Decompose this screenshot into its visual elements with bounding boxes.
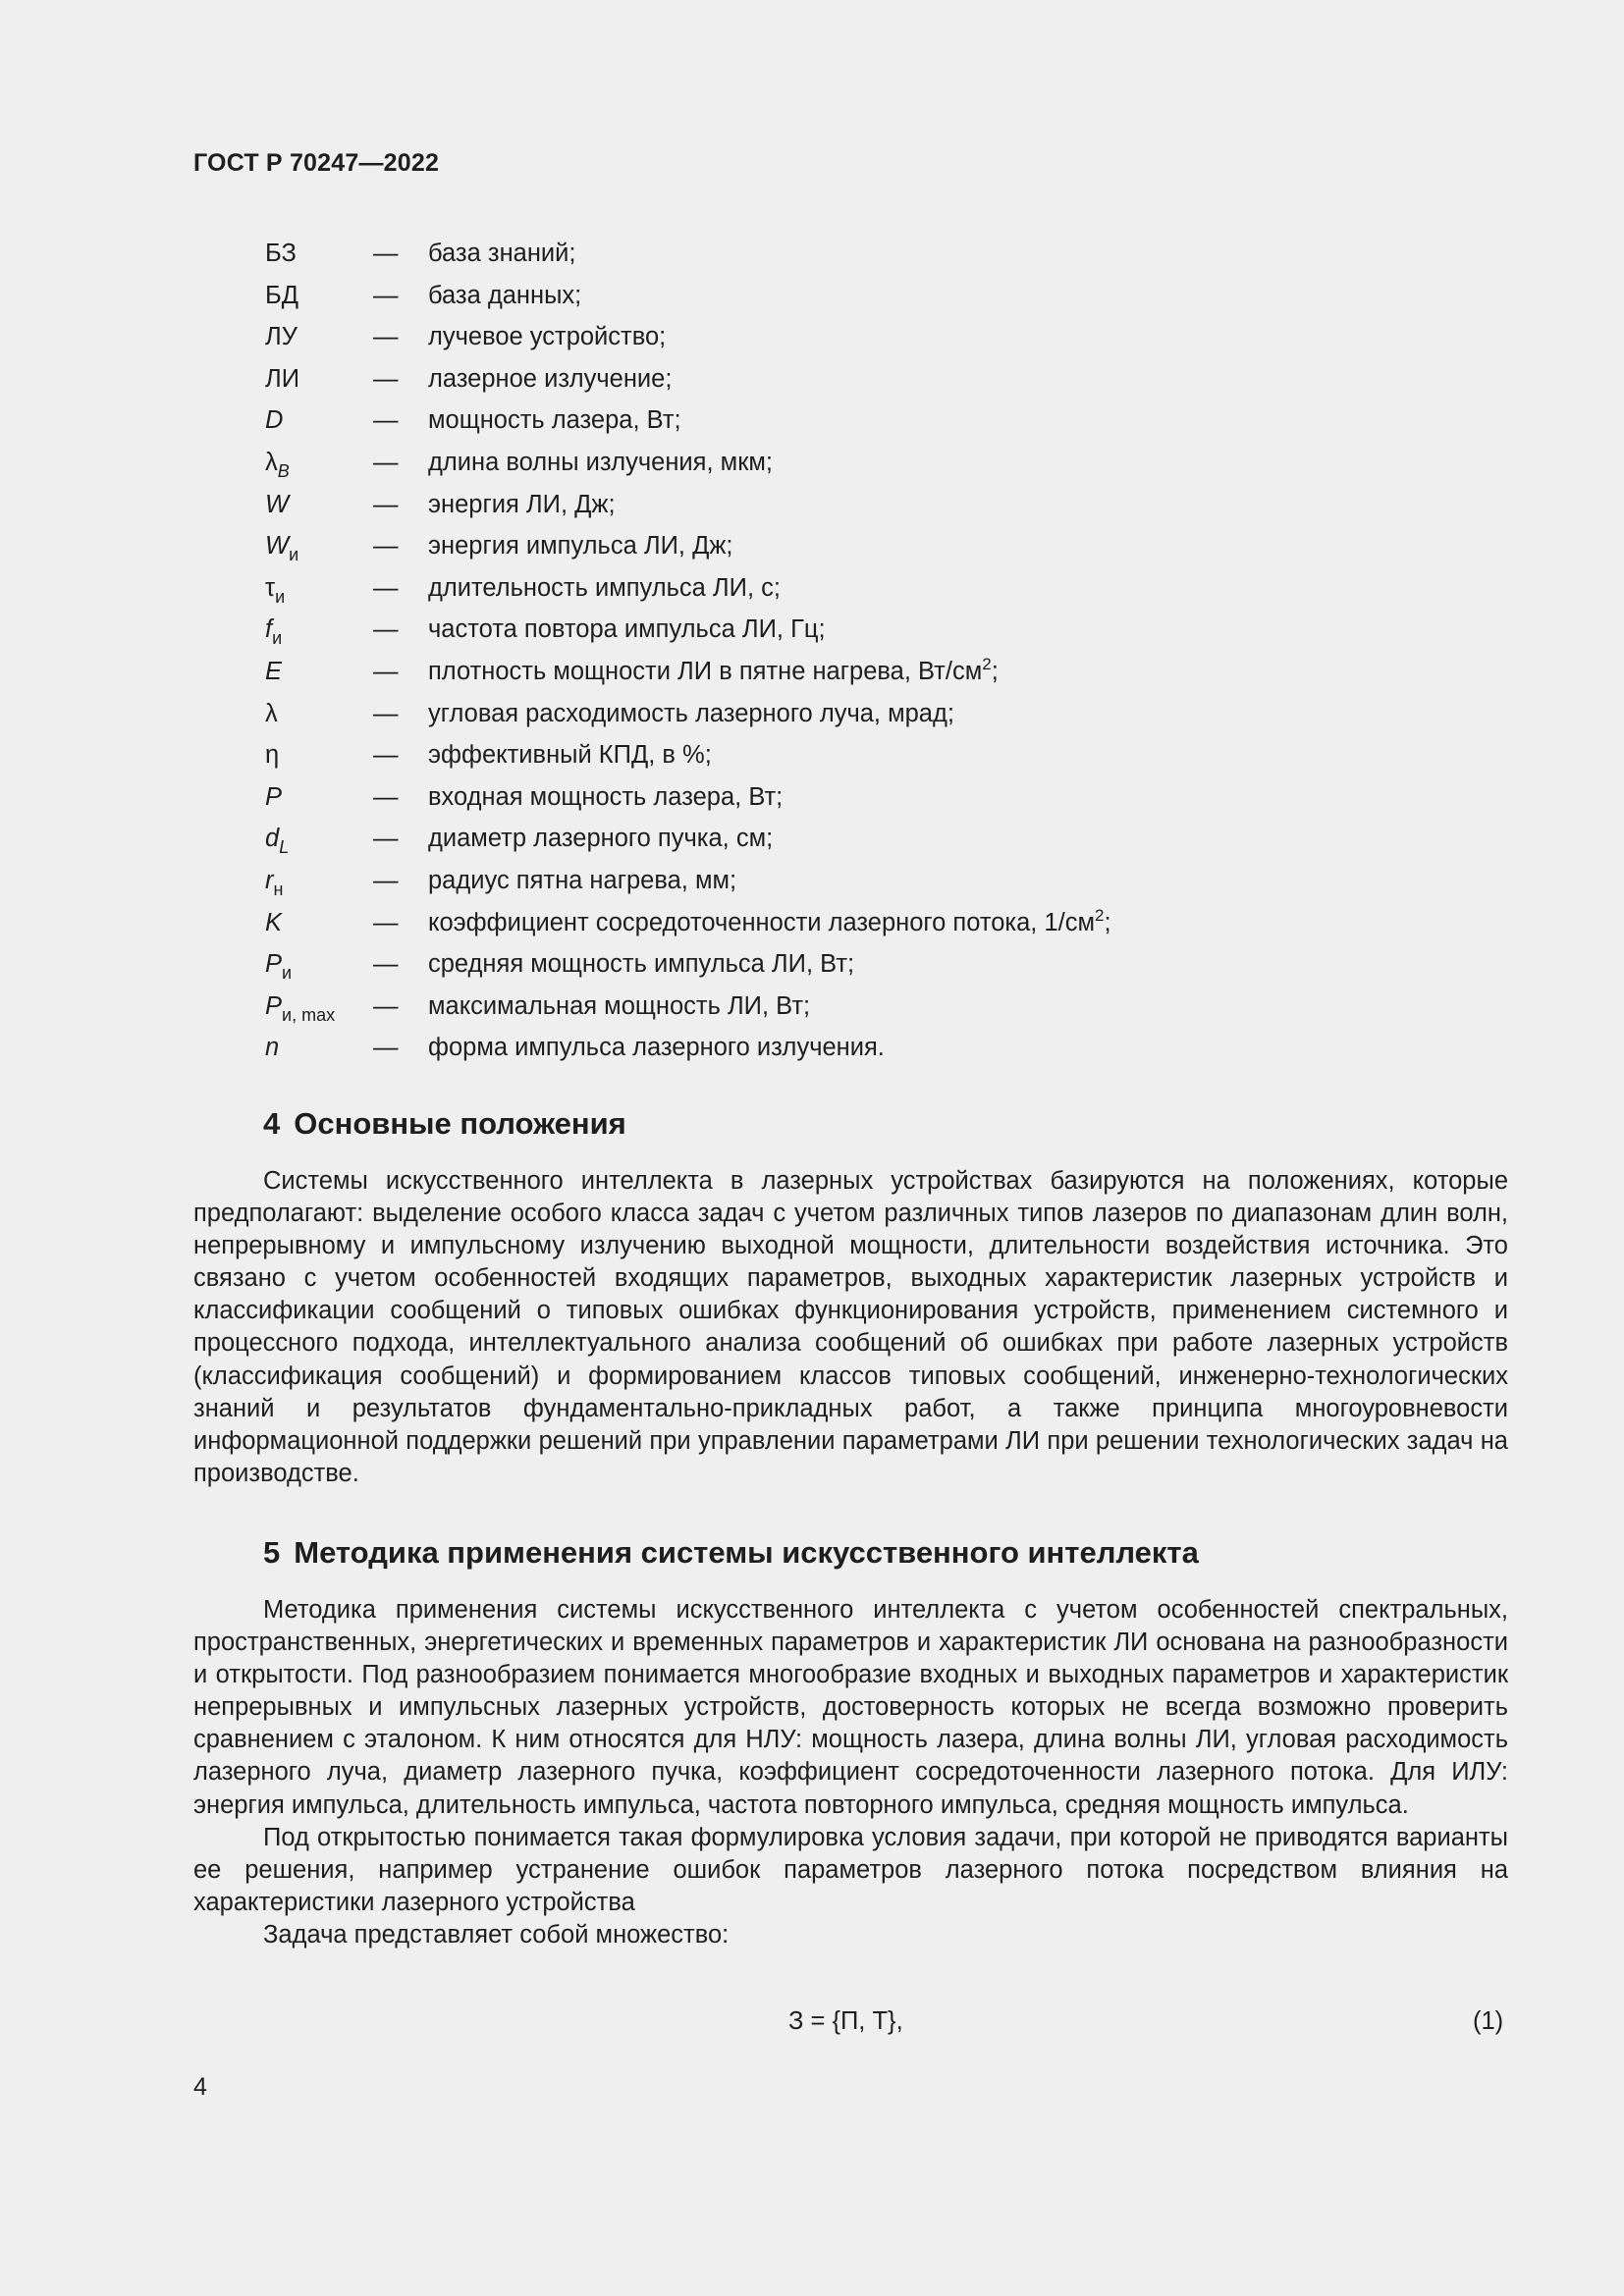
symbol-subscript: и	[289, 545, 299, 565]
symbol-main: P	[265, 782, 283, 811]
abbreviation-dash: —	[373, 490, 399, 518]
abbreviation-definition	[428, 863, 736, 898]
abbreviation-definition	[428, 487, 616, 522]
definition-text: диаметр лазерного пучка, см;	[428, 825, 774, 853]
section-5-paragraph-3: Задача представляет собой множество:	[263, 1920, 730, 1949]
definition-text: мощность лазера, Вт;	[428, 406, 681, 435]
definition-text: угловая расходимость лазерного луча, мрад;	[428, 699, 954, 727]
abbreviation-dash: —	[373, 615, 399, 644]
abbreviation-dash: —	[373, 657, 399, 685]
abbreviation-definition	[428, 654, 999, 689]
definition-text: входная мощность лазера, Вт;	[428, 782, 784, 811]
abbreviation-dash: —	[373, 364, 399, 393]
abbreviation-dash: —	[373, 573, 399, 602]
abbreviation-definition	[428, 445, 773, 480]
definition-text: средняя мощность импульса ЛИ, Вт;	[428, 950, 855, 979]
symbol-main: БД	[265, 281, 299, 309]
abbreviation-symbol	[265, 528, 298, 563]
formula-1-number: (1)	[1473, 2007, 1504, 2035]
formula-1: З = {П, Т},	[788, 2007, 903, 2035]
abbreviation-symbol	[265, 612, 282, 647]
definition-text: база данных;	[428, 281, 582, 309]
symbol-main: f	[265, 615, 273, 644]
abbreviation-symbol	[265, 570, 285, 606]
abbreviation-definition	[428, 737, 712, 773]
abbreviation-dash: —	[373, 782, 399, 811]
symbol-main: БЗ	[265, 240, 297, 267]
definition-text: радиус пятна нагрева, мм;	[428, 866, 737, 894]
definition-text: плотность мощности ЛИ в пятне нагрева, Вт/см	[428, 657, 983, 685]
symbol-main: D	[265, 406, 284, 435]
abbreviation-definition	[428, 319, 666, 354]
symbol-main: n	[265, 1034, 280, 1062]
abbreviation-definition	[428, 528, 733, 563]
section-5-heading	[263, 1535, 1199, 1571]
abbreviation-symbol	[265, 319, 298, 354]
abbreviation-definition	[428, 236, 576, 271]
abbreviation-definition	[428, 905, 1111, 940]
abbreviation-symbol	[265, 779, 282, 815]
definition-text: эффективный КПД, в %;	[428, 741, 712, 770]
definition-text: частота повтора импульса ЛИ, Гц;	[428, 615, 826, 644]
definition-text: база знаний;	[428, 240, 576, 267]
symbol-main: λ	[265, 448, 278, 476]
definition-text: длительность импульса ЛИ, с;	[428, 573, 781, 602]
symbol-main: P	[265, 950, 283, 979]
abbreviation-dash: —	[373, 866, 399, 894]
abbreviation-definition	[428, 278, 581, 313]
symbol-main: ЛИ	[265, 364, 300, 393]
abbreviation-symbol	[265, 946, 292, 982]
abbreviation-dash: —	[373, 991, 399, 1020]
abbreviation-dash: —	[373, 448, 399, 476]
definition-text: форма импульса лазерного излучения.	[428, 1034, 885, 1062]
section-5-paragraph-1: Методика применения системы искусственного интеллекта с учетом особенностей спектральных, пространственных, энергетических и временных параметров и характеристик ЛИ основана на разнообразности и открытости. Под разнообразием понимается многообразие входных и выходных параметров и характеристик непрерывных и импульсных лазерных устройств, достоверность которых не всегда возможно проверить сравнением с эталоном. К ним относятся для НЛУ: мощность лазера, длина волны ЛИ, угловая расходимость лазерного луча, диаметр лазерного пучка, коэффициент сосредоточенности лазерного потока. Для ИЛУ: энергия импульса, длительность импульса, частота повторного импульса, средняя мощность импульса.	[193, 1596, 1508, 1819]
section-5-title: Методика применения системы искусственного интеллекта	[294, 1535, 1199, 1570]
abbreviation-definition	[428, 402, 681, 438]
abbreviation-symbol	[265, 278, 298, 313]
abbreviation-symbol	[265, 863, 283, 898]
abbreviation-symbol	[265, 1030, 279, 1065]
abbreviation-definition	[428, 821, 773, 856]
symbol-main: W	[265, 490, 290, 518]
abbreviation-definition	[428, 570, 781, 606]
symbol-subscript: L	[279, 837, 290, 858]
symbol-main: ЛУ	[265, 323, 298, 351]
symbol-subscript: н	[273, 879, 284, 899]
abbreviation-symbol	[265, 988, 335, 1024]
definition-text: лазерное излучение;	[428, 364, 673, 393]
abbreviation-dash: —	[373, 323, 399, 351]
abbreviation-dash: —	[373, 908, 399, 936]
abbreviation-dash: —	[373, 532, 399, 561]
abbreviation-symbol	[265, 821, 289, 856]
document-header: ГОСТ Р 70247—2022	[193, 149, 440, 177]
definition-tail: ;	[991, 657, 999, 685]
definition-text: коэффициент сосредоточенности лазерного потока, 1/см	[428, 908, 1096, 936]
definition-text: энергия импульса ЛИ, Дж;	[428, 532, 733, 561]
section-4-title: Основные положения	[294, 1106, 626, 1141]
section-5-number: 5	[263, 1535, 281, 1570]
abbreviation-dash: —	[373, 950, 399, 979]
symbol-subscript: B	[277, 460, 290, 481]
definition-text: максимальная мощность ЛИ, Вт;	[428, 991, 811, 1020]
section-4-body	[193, 1165, 1508, 1490]
definition-text: длина волны излучения, мкм;	[428, 448, 773, 476]
abbreviation-definition	[428, 988, 810, 1024]
abbreviation-definition	[428, 696, 954, 731]
symbol-main: W	[265, 532, 290, 561]
section-5-paragraph-2: Под открытостью понимается такая формулировка условия задачи, при которой не приводятся варианты ее решения, например устранение ошибок параметров лазерного потока посредством влияния на характеристики лазерного устройства	[193, 1823, 1508, 1916]
abbreviation-definition	[428, 612, 826, 647]
page-number: 4	[193, 2073, 207, 2101]
section-4-heading	[263, 1106, 626, 1142]
abbreviation-symbol	[265, 361, 299, 397]
symbol-main: r	[265, 866, 274, 894]
section-4-number: 4	[263, 1106, 281, 1141]
symbol-main: d	[265, 825, 280, 853]
definition-text: лучевое устройство;	[428, 323, 667, 351]
abbreviation-symbol	[265, 905, 282, 940]
abbreviation-dash: —	[373, 825, 399, 853]
definition-text: энергия ЛИ, Дж;	[428, 490, 616, 518]
abbreviation-definition	[428, 946, 854, 982]
abbreviation-definition	[428, 1030, 885, 1065]
symbol-main: E	[265, 657, 283, 685]
symbol-main: λ	[265, 699, 278, 727]
abbreviation-symbol	[265, 402, 283, 438]
abbreviation-dash: —	[373, 699, 399, 727]
abbreviation-symbol	[265, 445, 290, 480]
section-4-paragraph: Системы искусственного интеллекта в лазерных устройствах базируются на положениях, которые предполагают: выделение особого класса задач с учетом различных типов лазеров по диапазонам длин волн, непрерывному и импульсному излучению выходной мощности, длительности воздействия источника. Это связано с учетом особенностей входящих параметров, выходных характеристик лазерных устройств и классификации сообщений о типовых ошибках функционирования устройств, применением системного и процессного подхода, интеллектуального анализа сообщений об ошибках при работе лазерных устройств (классификация сообщений) и формированием классов типовых сообщений, инженерно-технологических знаний и результатов фундаментально-прикладных работ, а также принципа многоуровневости информационной поддержки решений при управлении параметрами ЛИ при решении технологических задач на производстве.	[193, 1167, 1508, 1487]
abbreviation-definition	[428, 779, 783, 815]
abbreviation-dash: —	[373, 406, 399, 435]
definition-tail: ;	[1104, 908, 1111, 936]
abbreviation-symbol	[265, 487, 289, 522]
symbol-subscript: и	[275, 586, 286, 607]
abbreviation-symbol	[265, 236, 297, 271]
symbol-main: τ	[265, 573, 276, 602]
abbreviation-dash: —	[373, 741, 399, 770]
symbol-main: P	[265, 991, 283, 1020]
symbol-main: K	[265, 908, 283, 936]
abbreviation-dash: —	[373, 240, 399, 267]
symbol-main: η	[265, 741, 280, 770]
abbreviation-symbol	[265, 696, 278, 731]
symbol-subscript: и, max	[282, 1004, 336, 1025]
abbreviation-symbol	[265, 737, 279, 773]
definition-superscript: 2	[982, 654, 992, 673]
abbreviation-definition	[428, 361, 672, 397]
section-5-body	[193, 1594, 1508, 1951]
symbol-subscript: и	[272, 628, 283, 649]
abbreviation-dash: —	[373, 281, 399, 309]
abbreviation-symbol	[265, 654, 282, 689]
abbreviation-dash: —	[373, 1034, 399, 1062]
definition-superscript: 2	[1095, 905, 1105, 925]
symbol-subscript: и	[282, 963, 293, 984]
